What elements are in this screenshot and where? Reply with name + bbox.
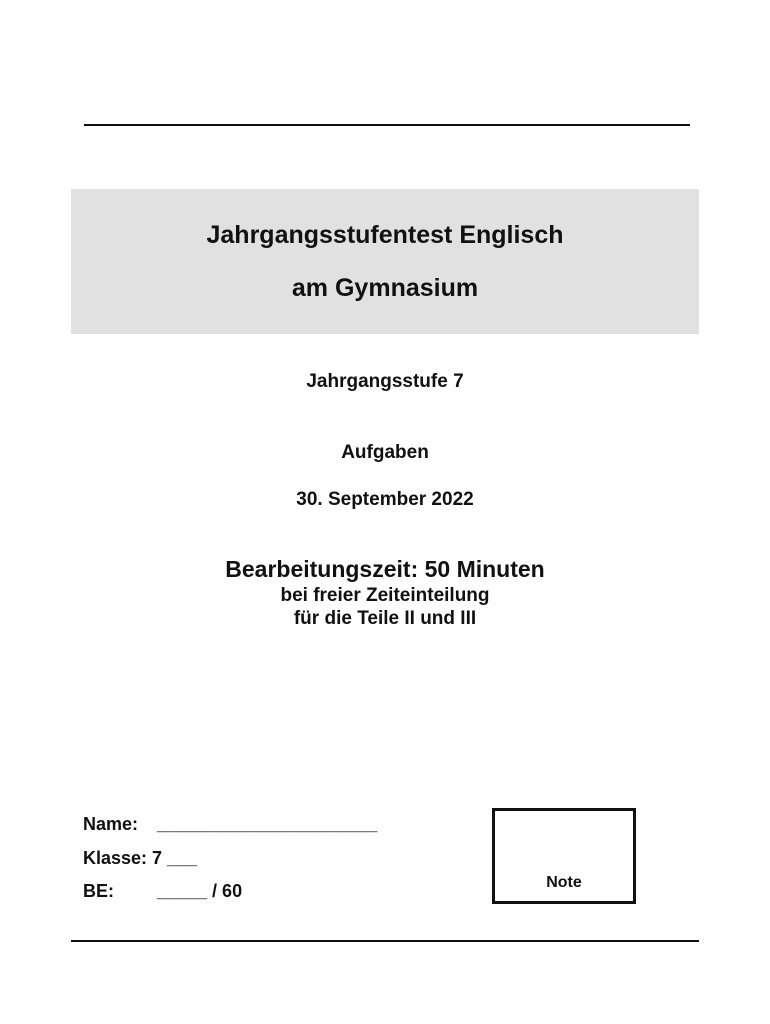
bottom-divider bbox=[71, 940, 699, 942]
be-label: BE: bbox=[83, 881, 114, 901]
grade-level: Jahrgangsstufe 7 bbox=[306, 371, 464, 392]
name-field[interactable]: ______________________ bbox=[157, 814, 378, 834]
be-score-field[interactable]: _____ / 60 bbox=[157, 881, 243, 901]
exam-date: 30. September 2022 bbox=[296, 489, 474, 510]
name-label: Name: bbox=[83, 814, 139, 834]
working-time-note-2: für die Teile II und III bbox=[293, 608, 477, 629]
class-field[interactable]: Klasse: 7 ___ bbox=[83, 848, 198, 868]
grade-box[interactable] bbox=[492, 808, 636, 904]
working-time-note-1: bei freier Zeiteinteilung bbox=[280, 585, 490, 606]
document-subtitle: am Gymnasium bbox=[291, 274, 479, 302]
document-title: Jahrgangsstufentest Englisch bbox=[206, 221, 564, 249]
grade-box-label: Note bbox=[546, 874, 582, 891]
top-divider bbox=[84, 124, 690, 126]
title-band bbox=[71, 189, 699, 334]
section-label: Aufgaben bbox=[341, 442, 429, 463]
working-time: Bearbeitungszeit: 50 Minuten bbox=[225, 556, 545, 582]
